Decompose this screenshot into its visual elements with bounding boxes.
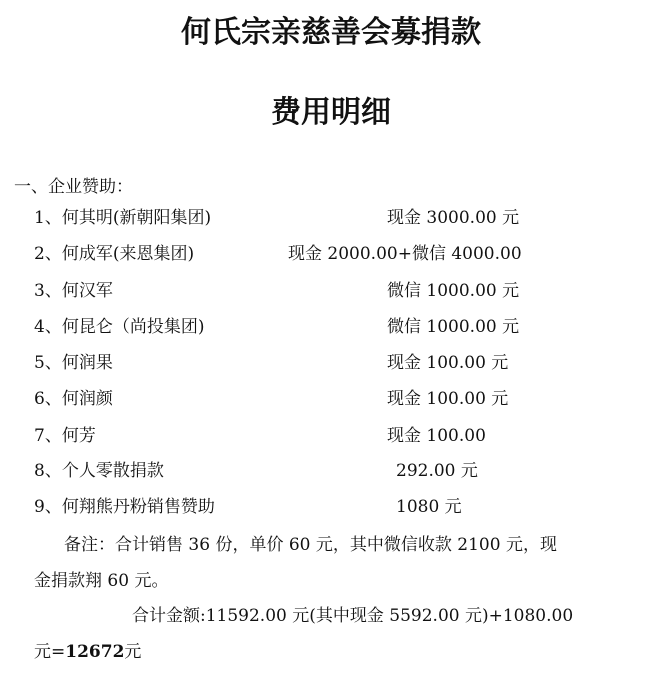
donation-item-label-7: 7、何芳 [34, 426, 96, 446]
total-amount-line-1: 合计金额:11592.00 元(其中现金 5592.00 元)+1080.00 [132, 606, 574, 626]
donation-item-amount-6: 现金 100.00 元 [387, 389, 509, 409]
donation-item-amount-2: 现金 2000.00+微信 4000.00 [288, 244, 522, 264]
total-amount-line-2 [34, 641, 141, 663]
total-value: 12672 [65, 642, 125, 662]
donation-item-label-6: 6、何润颜 [34, 389, 113, 409]
document-subtitle: 费用明细 [271, 95, 391, 130]
section-heading: 一、企业赞助： [14, 177, 133, 197]
donation-item-label-1: 1、何其明(新朝阳集团) [34, 208, 212, 228]
donation-item-label-4: 4、何昆仑（尚投集团) [34, 317, 205, 337]
donation-item-amount-7: 现金 100.00 [387, 426, 486, 446]
donation-item-label-5: 5、何润果 [34, 353, 113, 373]
donation-item-amount-3: 微信 1000.00 元 [387, 281, 520, 301]
donation-item-label-2: 2、何成军(来恩集团) [34, 244, 195, 264]
donation-item-label-8: 8、个人零散捐款 [34, 461, 164, 481]
donation-item-amount-4: 微信 1000.00 元 [387, 317, 520, 337]
donation-item-amount-8: 292.00 元 [396, 461, 478, 481]
donation-item-label-9: 9、何翔熊丹粉销售赞助 [34, 497, 215, 517]
total-suffix: 元 [124, 642, 142, 662]
donation-item-label-3: 3、何汉军 [34, 281, 113, 301]
total-prefix: 元= [34, 642, 66, 662]
donation-item-amount-1: 现金 3000.00 元 [387, 208, 520, 228]
note-line-2: 金捐款翔 60 元。 [34, 571, 169, 591]
note-line-1: 备注：合计销售 36 份，单价 60 元，其中微信收款 2100 元，现 [64, 535, 557, 555]
document-title: 何氏宗亲慈善会募捐款 [181, 15, 481, 50]
donation-item-amount-5: 现金 100.00 元 [387, 353, 509, 373]
donation-item-amount-9: 1080 元 [396, 497, 462, 517]
